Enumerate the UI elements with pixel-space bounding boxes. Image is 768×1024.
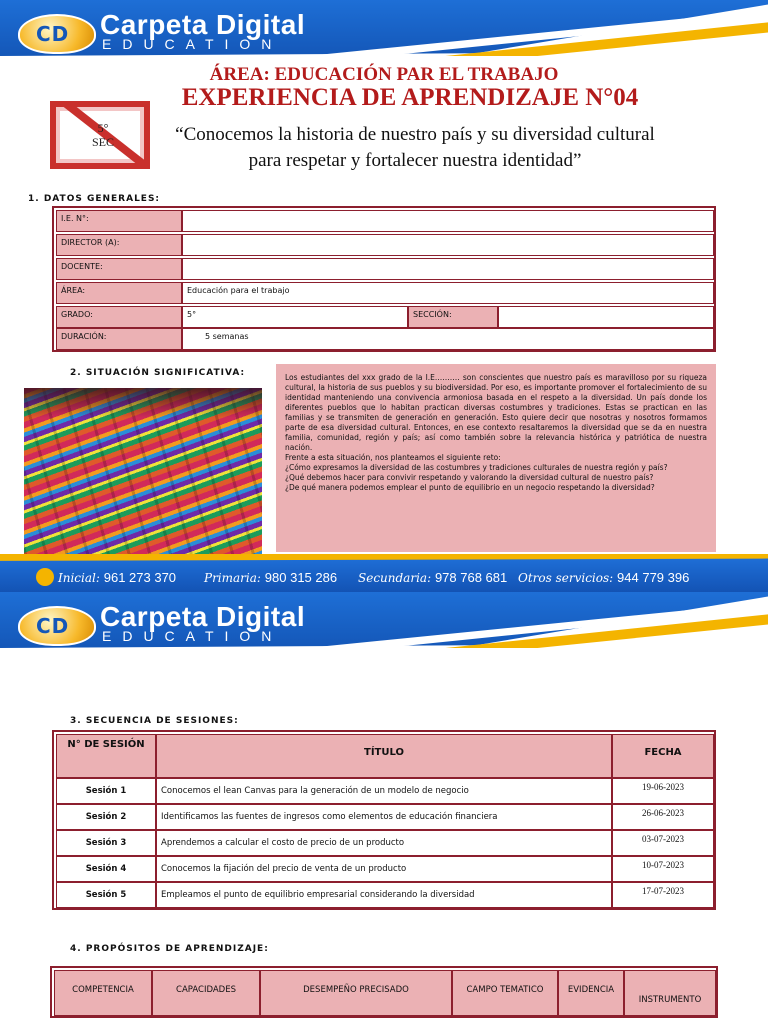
brand-logo-mark: CD bbox=[36, 614, 70, 638]
session-date: 03-07-2023 bbox=[612, 830, 714, 856]
brand-logo-icon bbox=[18, 606, 96, 646]
col-header-competencia: COMPETENCIA bbox=[54, 970, 152, 1016]
area-title: ÁREA: EDUCACIÓN PAR EL TRABAJO bbox=[209, 64, 559, 85]
footer-primaria: Primaria: 980 315 286 bbox=[204, 570, 338, 585]
duracion-value: 5 semanas bbox=[182, 328, 714, 350]
section-heading-datos-generales: 1. DATOS GENERALES: bbox=[28, 194, 161, 204]
section-heading-propositos: 4. PROPÓSITOS DE APRENDIZAJE: bbox=[70, 944, 269, 954]
section-heading-secuencia: 3. SECUENCIA DE SESIONES: bbox=[70, 716, 239, 726]
footer-secundaria: Secundaria: 978 768 681 bbox=[358, 570, 508, 585]
general-data-table bbox=[52, 206, 716, 352]
sessions-table bbox=[52, 730, 716, 910]
col-header-campo-tematico: CAMPO TEMATICO bbox=[452, 970, 558, 1016]
contact-footer bbox=[0, 554, 768, 592]
area-value: Educación para el trabajo bbox=[182, 282, 714, 304]
col-header-session-number: N° DE SESIÓN bbox=[56, 734, 156, 778]
area-label: ÁREA: bbox=[56, 282, 182, 304]
session-label: Sesión 2 bbox=[56, 804, 156, 830]
docente-label: DOCENTE: bbox=[56, 258, 182, 280]
session-date: 26-06-2023 bbox=[612, 804, 714, 830]
experience-title: EXPERIENCIA DE APRENDIZAJE N°04 bbox=[181, 84, 639, 111]
director-label: DIRECTOR (A): bbox=[56, 234, 182, 256]
textiles-photo bbox=[24, 388, 262, 554]
situation-challenge-intro: Frente a esta situación, nos planteamos el siguiente reto: bbox=[285, 453, 501, 462]
footer-otros: Otros servicios: 944 779 396 bbox=[518, 570, 690, 585]
brand-subtitle: EDUCATION bbox=[102, 628, 283, 644]
experience-quote: “Conocemos la historia de nuestro país y su diversidad cultural para respetar y fortalecer nuestra identidad” bbox=[175, 124, 655, 171]
brand-logo-mark: CD bbox=[36, 22, 70, 46]
duracion-label: DURACIÓN: bbox=[56, 328, 182, 350]
ie-label: I.E. N°: bbox=[56, 210, 182, 232]
session-title: Conocemos la fijación del precio de venta de un producto bbox=[156, 856, 612, 882]
col-header-desempeno: DESEMPEÑO PRECISADO bbox=[260, 970, 452, 1016]
session-title: Conocemos el lean Canvas para la generación de un modelo de negocio bbox=[156, 778, 612, 804]
director-value bbox=[182, 234, 714, 256]
situation-question: ¿Cómo expresamos la diversidad de las costumbres y tradiciones culturales de nuestra región y país? bbox=[285, 463, 668, 472]
situation-text-box bbox=[276, 364, 716, 552]
col-header-capacidades: CAPACIDADES bbox=[152, 970, 260, 1016]
brand-title: Carpeta Digital bbox=[100, 601, 306, 632]
whatsapp-icon bbox=[36, 568, 54, 586]
session-date: 17-07-2023 bbox=[612, 882, 714, 908]
situation-paragraph: Los estudiantes del xxx grado de la I.E.……… son conscientes que nuestro país es maravilloso por su riqueza cultural, la historia de sus pueblos y su biodiversidad. Por eso, es importante promover el fortalecimiento de su identidad manteniendo una convivencia armoniosa basada en el respeto a la diversidad. Un país donde los diferentes pueblos que lo habitan practican diversas costumbres y tradiciones. Estas se practican en las familias y se transmiten de generación en generación. Esto quiere decir que nosotras y nosotros formamos parte de esa diversidad cultural. Entonces, en ese contexto resaltaremos la diversidad que se da en nuestra familia, comunidad, región y país; así como también sobre la relevancia histórica y patriótica de nuestra nación. bbox=[285, 373, 707, 452]
header-banner bbox=[0, 0, 768, 56]
session-title: Aprendemos a calcular el costo de precio de un producto bbox=[156, 830, 612, 856]
docente-value bbox=[182, 258, 714, 280]
session-label: Sesión 4 bbox=[56, 856, 156, 882]
seccion-label: SECCIÓN: bbox=[408, 306, 498, 328]
session-date: 10-07-2023 bbox=[612, 856, 714, 882]
header-banner bbox=[0, 592, 768, 648]
grade-stamp bbox=[50, 101, 150, 169]
session-label: Sesión 3 bbox=[56, 830, 156, 856]
col-header-date: FECHA bbox=[612, 734, 714, 778]
col-header-title: TÍTULO bbox=[156, 734, 612, 778]
brand-subtitle: EDUCATION bbox=[102, 36, 283, 52]
situation-question: ¿De qué manera podemos emplear el punto de equilibrio en un negocio respetando la diversidad? bbox=[285, 483, 655, 492]
footer-inicial: Inicial: 961 273 370 bbox=[58, 570, 177, 585]
section-heading-situacion: 2. SITUACIÓN SIGNIFICATIVA: bbox=[70, 368, 246, 378]
session-title: Empleamos el punto de equilibrio empresarial considerando la diversidad bbox=[156, 882, 612, 908]
grado-label: GRADO: bbox=[56, 306, 182, 328]
stamp-level: SEC bbox=[91, 135, 114, 149]
session-label: Sesión 1 bbox=[56, 778, 156, 804]
stamp-grade: 5° bbox=[97, 121, 109, 135]
col-header-instrumento: INSTRUMENTO bbox=[624, 970, 716, 1016]
ie-value bbox=[182, 210, 714, 232]
purposes-table bbox=[50, 966, 718, 1018]
session-date: 19-06-2023 bbox=[612, 778, 714, 804]
session-label: Sesión 5 bbox=[56, 882, 156, 908]
col-header-evidencia: EVIDENCIA bbox=[558, 970, 624, 1016]
grado-value: 5° bbox=[182, 306, 408, 328]
brand-title: Carpeta Digital bbox=[100, 9, 306, 40]
situation-question: ¿Qué debemos hacer para convivir respetando y valorando la diversidad cultural de nuestro país? bbox=[285, 473, 654, 482]
brand-logo-icon bbox=[18, 14, 96, 54]
session-title: Identificamos las fuentes de ingresos como elementos de educación financiera bbox=[156, 804, 612, 830]
seccion-value bbox=[498, 306, 714, 328]
